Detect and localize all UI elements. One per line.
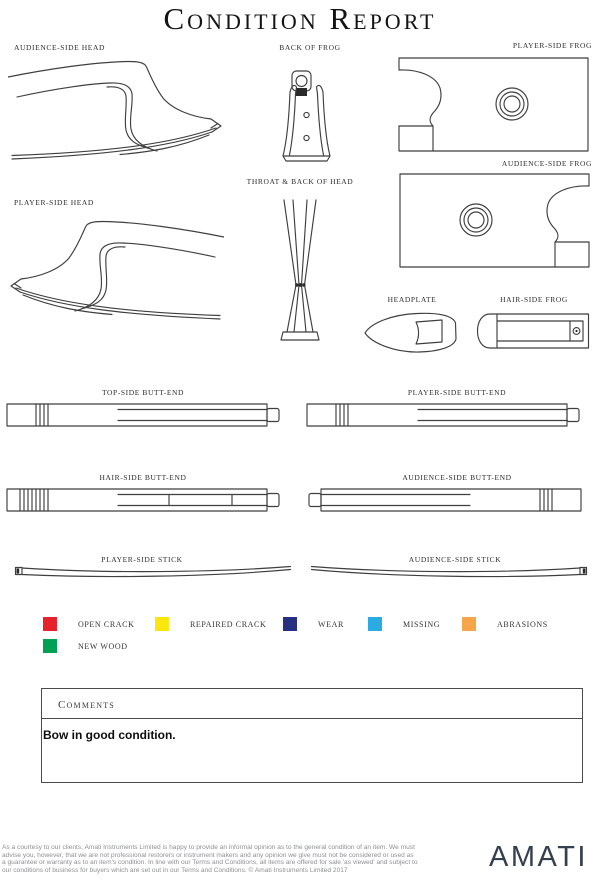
label-audience-side-stick: AUDIENCE-SIDE STICK xyxy=(408,555,502,564)
disclaimer-line: a guarantee or warranty as to an item's condition. In line with our Terms and Conditions, all items are offered for sale 'as viewed' and subject to xyxy=(2,859,418,867)
repaired-crack-swatch xyxy=(155,617,169,631)
label-hair-side-butt-end: HAIR-SIDE BUTT-END xyxy=(99,473,187,482)
throat-back-of-head-drawing xyxy=(272,194,328,344)
player-side-frog-drawing xyxy=(396,57,592,153)
comment-text: Bow in good condition. xyxy=(43,728,176,742)
label-player-side-head: PLAYER-SIDE HEAD xyxy=(14,198,94,207)
top-side-butt-end-drawing xyxy=(6,401,282,429)
audience-side-stick-drawing xyxy=(310,563,588,579)
audience-side-frog-drawing xyxy=(396,173,592,269)
legend-item-missing xyxy=(368,617,440,631)
player-side-head-drawing xyxy=(8,218,224,336)
label-player-side-stick: PLAYER-SIDE STICK xyxy=(101,555,183,564)
legend-item-abrasions xyxy=(462,617,548,631)
amati-logo: AMATI xyxy=(489,841,588,873)
label-audience-side-head: AUDIENCE-SIDE HEAD xyxy=(14,43,105,52)
disclaimer-line: As a courtesy to our clients, Amati Instruments Limited is happy to provide an informal opinion as to the general condition of an item. We must xyxy=(2,844,415,851)
open-crack-swatch xyxy=(43,617,57,631)
comments-box xyxy=(41,688,583,783)
comments-header-row xyxy=(42,689,582,719)
legend-label-abrasions: ABRASIONS xyxy=(497,619,548,629)
legend-label-missing: MISSING xyxy=(403,619,441,629)
player-side-butt-end-drawing xyxy=(306,401,582,429)
legend-label-wear: WEAR xyxy=(318,619,344,629)
label-player-side-butt-end: PLAYER-SIDE BUTT-END xyxy=(407,388,507,397)
headplate-drawing xyxy=(364,309,459,355)
label-player-side-frog: PLAYER-SIDE FROG xyxy=(512,41,592,50)
legend-item-repaired-crack xyxy=(155,617,266,631)
footer-disclaimer xyxy=(2,844,418,875)
audience-side-butt-end-drawing xyxy=(306,486,582,514)
legend-label-open-crack: OPEN CRACK xyxy=(78,619,135,629)
comments-header: Comments xyxy=(58,699,115,711)
label-audience-side-butt-end: AUDIENCE-SIDE BUTT-END xyxy=(402,473,512,482)
wear-swatch xyxy=(283,617,297,631)
hair-side-frog-drawing xyxy=(476,311,590,351)
new-wood-swatch xyxy=(43,639,57,653)
label-headplate: HEADPLATE xyxy=(387,295,437,304)
label-audience-side-frog: AUDIENCE-SIDE FROG xyxy=(501,159,592,168)
label-throat-back-of-head: THROAT & BACK OF HEAD xyxy=(246,177,354,186)
missing-swatch xyxy=(368,617,382,631)
legend-label-new-wood: NEW WOOD xyxy=(78,641,128,651)
disclaimer-line: advise you, however, that we are not professional restorers or instrument makers and any opinion we give must not be considered or used as xyxy=(2,851,414,859)
audience-side-head-drawing xyxy=(8,58,224,176)
back-of-frog-drawing xyxy=(282,68,332,163)
label-hair-side-frog: HAIR-SIDE FROG xyxy=(500,295,568,304)
legend-label-repaired-crack: REPAIRED CRACK xyxy=(190,619,267,629)
hair-side-butt-end-drawing xyxy=(6,486,282,514)
abrasions-swatch xyxy=(462,617,476,631)
legend-item-wear xyxy=(283,617,344,631)
player-side-stick-drawing xyxy=(14,563,292,579)
disclaimer-line: our conditions of business for buyers which are set out in our Terms and Conditions. © Amati Instruments Limited 2017 xyxy=(2,867,348,875)
label-back-of-frog: BACK OF FROG xyxy=(279,43,341,52)
label-top-side-butt-end: TOP-SIDE BUTT-END xyxy=(101,388,185,397)
page-title: Condition Report xyxy=(163,1,437,36)
legend-item-new-wood xyxy=(43,639,128,653)
legend-item-open-crack xyxy=(43,617,134,631)
